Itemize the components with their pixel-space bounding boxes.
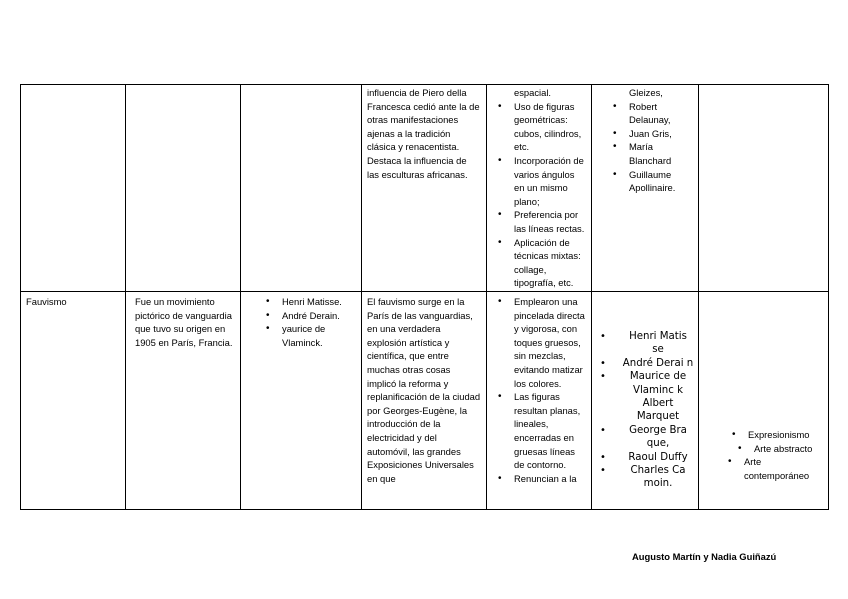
- list-item: • Incorporación de varios ángulos en un mismo plano;: [514, 154, 586, 208]
- characteristics-list: [492, 295, 586, 485]
- list-item: • Emplearon una pincelada directa y vigorosa, con toques gruesos, sin mezclas, evitando matizar los colores.: [514, 295, 586, 390]
- list-item: • Raoul Duffy: [622, 451, 694, 464]
- list-item: • Henri Matisse.: [282, 295, 356, 309]
- context-text: El fauvismo surge en la París de las vanguardias, en una verdadera explosión artística y científica, que entre muchas otras cosas implicó la reforma y replanificación de la ciudad por Georges-Eugène, la introducción de la electricidad y del automóvil, las grandes Exposiciones Universales en que: [367, 296, 481, 484]
- list-item: • Arte contemporáneo: [744, 455, 823, 482]
- movement-description: Fue un movimiento pictórico de vanguardia que tuvo su origen en 1905 en París, Francia.: [135, 296, 233, 348]
- list-item: • María Blanchard: [629, 140, 693, 167]
- list-item: • André Derai n: [622, 357, 694, 370]
- artists-list: [597, 100, 693, 195]
- list-item: • Uso de figuras geométricas: cubos, cilindros, etc.: [514, 100, 586, 154]
- related-movements-cell: [699, 292, 829, 510]
- list-item: • Guillaume Apollinaire.: [629, 168, 693, 195]
- related-movements-list: [704, 428, 823, 482]
- artists-cell: [592, 292, 699, 510]
- list-item: • Juan Gris,: [629, 127, 693, 141]
- list-item: • Charles Ca moin.: [622, 464, 694, 491]
- list-item: • Las figuras resultan planas, lineales, encerradas en gruesas líneas de contorno.: [514, 390, 586, 472]
- representatives-list: [246, 295, 356, 349]
- representatives-cell: [241, 85, 362, 292]
- characteristics-cell: [487, 85, 592, 292]
- related-movements-cell: [699, 85, 829, 292]
- list-item: • André Derain.: [282, 309, 356, 323]
- list-item: • Expresionismo: [748, 428, 823, 442]
- characteristics-cell: [487, 292, 592, 510]
- list-item: • Preferencia por las líneas rectas.: [514, 208, 586, 235]
- movement-name: Fauvismo: [26, 296, 67, 307]
- characteristics-list: [492, 100, 586, 290]
- list-item: • Robert Delaunay,: [629, 100, 693, 127]
- movement-name-cell: [21, 85, 126, 292]
- table-row: [21, 292, 829, 510]
- list-item: • Aplicación de técnicas mixtas: collage, tipografía, etc.: [514, 236, 586, 290]
- representatives-cell: [241, 292, 362, 510]
- characteristics-lead: espacial.: [514, 87, 552, 98]
- context-text: influencia de Piero della Francesca cedió ante la de otras manifestaciones ajenas a la tradición clásica y renacentista. Destaca la influencia de las esculturas africanas.: [367, 87, 480, 180]
- art-movements-table: [20, 84, 829, 510]
- context-cell: [362, 292, 487, 510]
- list-item: • Renuncian a la: [514, 472, 586, 486]
- context-cell: [362, 85, 487, 292]
- artists-list: [594, 330, 694, 491]
- list-item: • yaurice de Vlaminck.: [282, 322, 356, 349]
- movement-name-cell: [21, 292, 126, 510]
- list-item: • Henri Matis se: [622, 330, 694, 357]
- list-item: • Maurice de Vlaminc k Albert Marquet: [622, 370, 694, 424]
- description-cell: [126, 292, 241, 510]
- list-item: • George Bra que,: [622, 424, 694, 451]
- artists-lead: Gleizes,: [629, 87, 663, 98]
- artists-cell: [592, 85, 699, 292]
- authors-footer: Augusto Martín y Nadia Guiñazú: [632, 551, 777, 562]
- table-row: [21, 85, 829, 292]
- list-item: • Arte abstracto: [754, 442, 823, 456]
- description-cell: [126, 85, 241, 292]
